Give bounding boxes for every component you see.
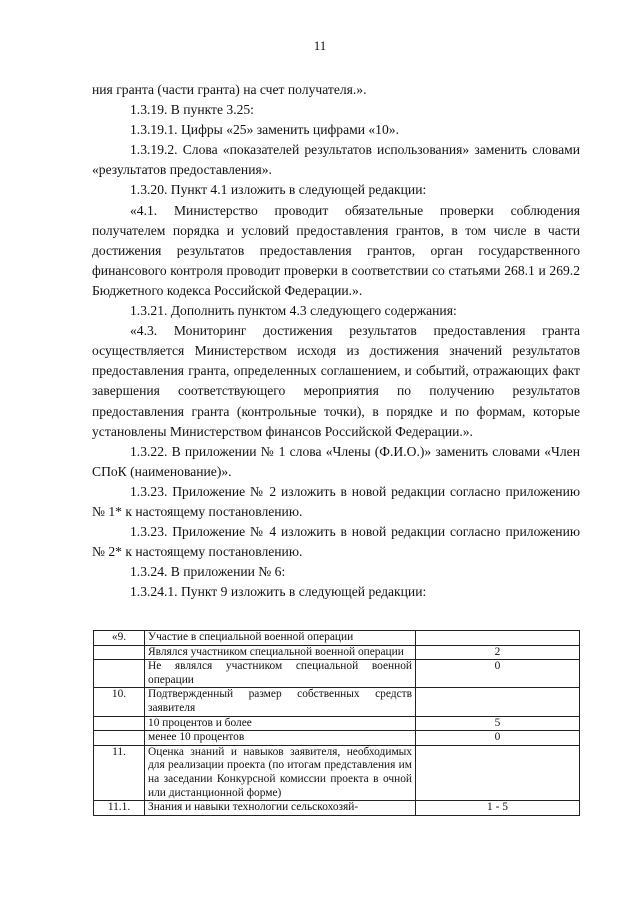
table-row [94, 660, 580, 688]
paragraph: 1.3.21. Дополнить пунктом 4.3 следующего содержания: [130, 303, 457, 319]
criterion-cell: Не являлся участником специальной военной операции [145, 660, 416, 688]
score-cell [416, 745, 580, 800]
paragraph: 1.3.23. Приложение № 4 изложить в новой редакции согласно приложению № 2* к настоящему постановлению. [92, 524, 580, 560]
paragraph: 1.3.22. В приложении № 1 слова «Члены (Ф.И.О.)» заменить словами «Член СПоК (наименование)». [92, 443, 580, 479]
paragraph: 1.3.19. В пункте 3.25: [130, 102, 254, 118]
score-cell [416, 631, 580, 646]
score-cell [416, 688, 580, 716]
table-row [94, 801, 580, 816]
score-cell: 5 [416, 716, 580, 731]
table-row [94, 716, 580, 731]
row-number-cell: 11. [94, 745, 145, 800]
criterion-cell: Участие в специальной военной операции [145, 631, 416, 646]
criterion-cell: Подтвержденный размер собственных средств заявителя [145, 688, 416, 716]
paragraph: 1.3.24. В приложении № 6: [130, 564, 286, 580]
document-body [92, 80, 580, 602]
paragraph: 1.3.24.1. Пункт 9 изложить в следующей редакции: [130, 584, 427, 600]
row-number-cell [94, 731, 145, 746]
row-number-cell [94, 660, 145, 688]
score-cell: 2 [416, 645, 580, 660]
criteria-table [93, 630, 580, 816]
table-row [94, 631, 580, 646]
row-number-cell: 11.1. [94, 801, 145, 816]
paragraph: 1.3.23. Приложение № 2 изложить в новой редакции согласно приложению № 1* к настоящему постановлению. [92, 483, 580, 519]
score-cell: 0 [416, 660, 580, 688]
table-row [94, 645, 580, 660]
criterion-cell: Оценка знаний и навыков заявителя, необходимых для реализации проекта (по итогам представления им на заседании Конкурсной комиссии проекта в очной или дистанционной форме) [145, 745, 416, 800]
row-number-cell: «9. [94, 631, 145, 646]
criterion-cell: 10 процентов и более [145, 716, 416, 731]
row-number-cell [94, 716, 145, 731]
row-number-cell: 10. [94, 688, 145, 716]
criterion-cell: менее 10 процентов [145, 731, 416, 746]
table-row [94, 745, 580, 800]
score-cell: 0 [416, 731, 580, 746]
paragraph: 1.3.19.1. Цифры «25» заменить цифрами «10». [130, 122, 399, 138]
table-row [94, 688, 580, 716]
paragraph: 1.3.19.2. Слова «показателей результатов использования» заменить словами «результатов предоставления». [92, 142, 580, 178]
table-row [94, 731, 580, 746]
paragraph: 1.3.20. Пункт 4.1 изложить в следующей редакции: [130, 182, 427, 198]
score-cell: 1 - 5 [416, 801, 580, 816]
paragraph: «4.1. Министерство проводит обязательные проверки соблюдения получателем порядка и условий предоставления грантов, в том числе в части достижения результатов предоставления грантов, орган государственного финансового контроля проводит проверки в соответствии со статьями 268.1 и 269.2 Бюджетного кодекса Российской Федерации.». [92, 202, 580, 298]
criterion-cell: Являлся участником специальной военной операции [145, 645, 416, 660]
criterion-cell: Знания и навыки технологии сельскохозяй- [145, 801, 416, 816]
paragraph: ния гранта (части гранта) на счет получателя.». [92, 82, 367, 97]
paragraph: «4.3. Мониторинг достижения результатов предоставления гранта осуществляется Министерством исходя из достижения значений результатов предоставления гранта, определенных соглашением, и событий, отражающих факт завершения соответствующего мероприятия по получению результатов предоставления гранта (контрольные точки), в порядке и по формам, которые установлены Министерством финансов Российской Федерации.». [92, 323, 580, 439]
row-number-cell [94, 645, 145, 660]
page-number: 11 [313, 38, 327, 53]
